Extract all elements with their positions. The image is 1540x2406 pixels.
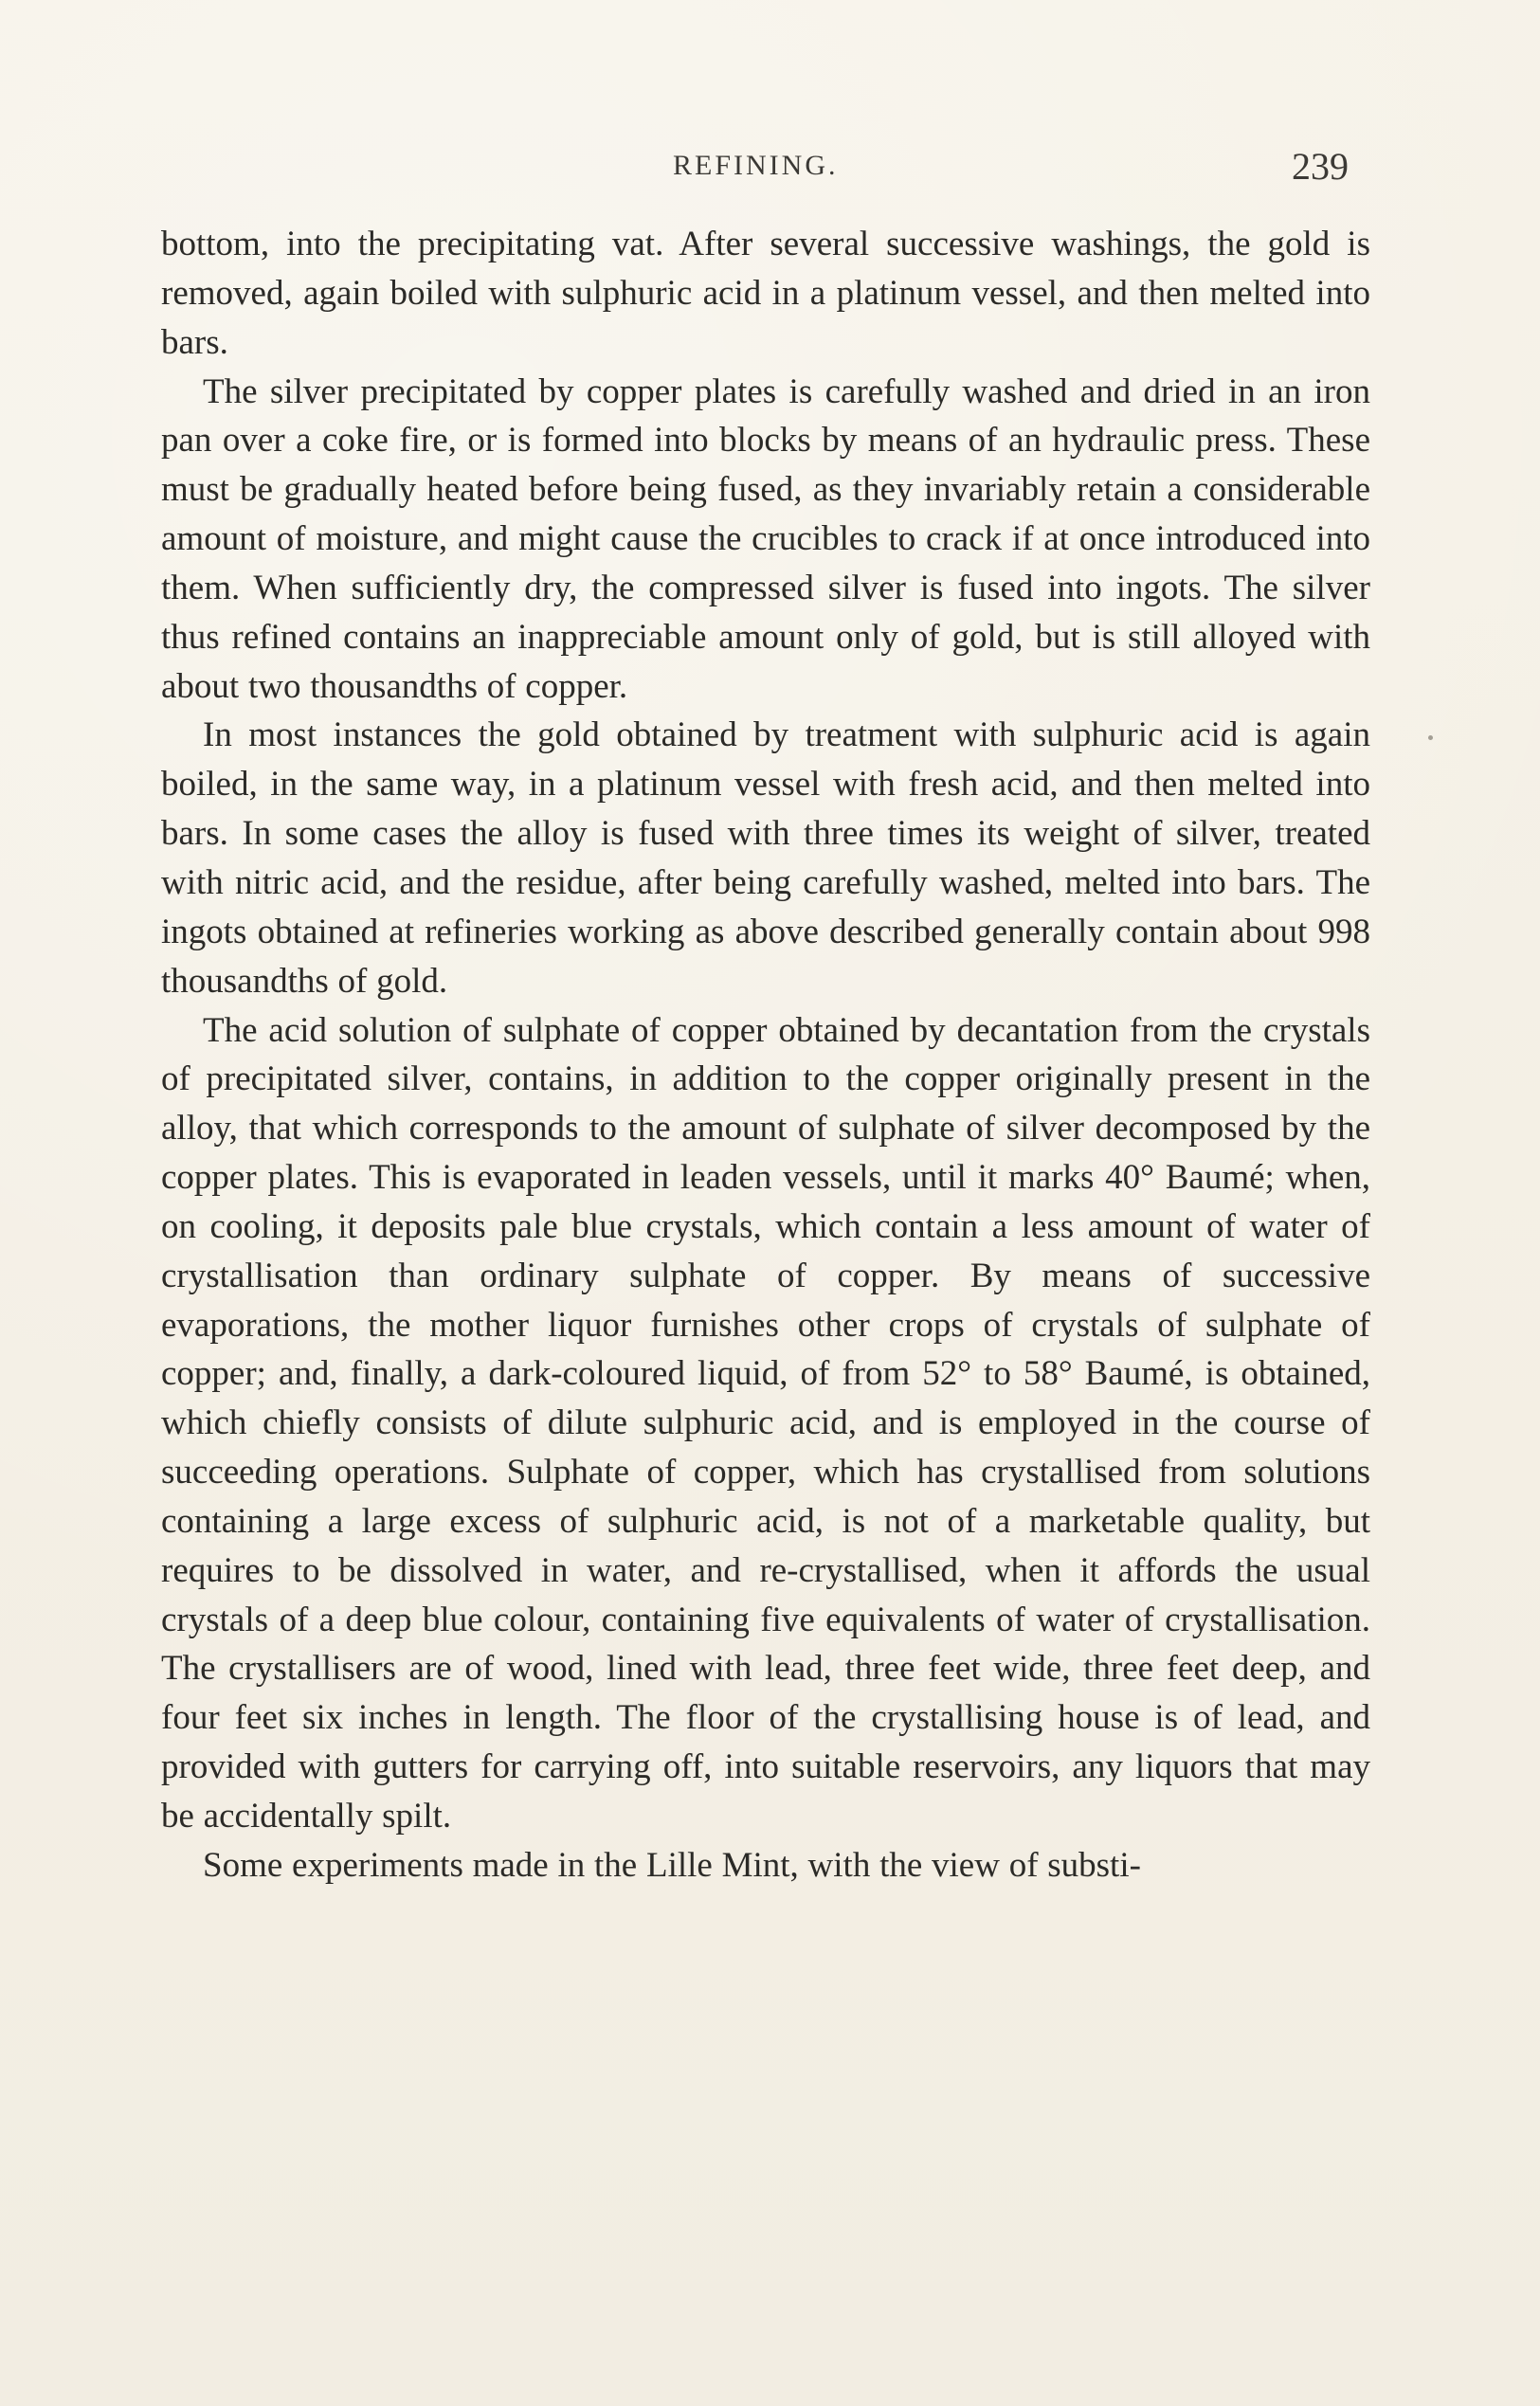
running-head (0, 145, 1540, 188)
page-number: 239 (1292, 145, 1349, 188)
paragraph-2: The silver precipitated by copper plates is carefully washed and dried in an iron pan over a coke fire, or is formed into blocks by means of an hydraulic press. These must be gradually heated before being fused, as they invariably retain a considerable amount of moisture, and might cause the crucibles to crack if at once introduced into them. When sufficiently dry, the compressed silver is fused into ingots. The silver thus refined contains an inappreciable amount only of gold, but is still alloyed with about two thousandths of copper. (161, 371, 1370, 706)
paragraph-3: In most instances the gold obtained by treatment with sulphuric acid is again boiled, in the same way, in a platinum vessel with fresh acid, and then melted into bars. In some cases the alloy is fused with three times its weight of silver, treated with nitric acid, and the residue, after being carefully washed, melted into bars. The ingots obtained at refineries working as above described generally contain about 998 thousandths of gold. (161, 715, 1370, 1001)
body-text (161, 220, 1370, 1890)
paragraph-4: The acid solution of sulphate of copper obtained by decantation from the crystals of precipitated silver, contains, in addition to the copper originally present in the alloy, that which corresponds to the amount of sulphate of silver decomposed by the copper plates. This is evaporated in leaden vessels, until it marks 40° Baumé; when, on cooling, it deposits pale blue crystals, which contain a less amount of water of crystallisation than ordinary sulphate of copper. By means of successive evaporations, the mother liquor furnishes other crops of crystals of sulphate of copper; and, finally, a dark-coloured liquid, of from 52° to 58° Baumé, is obtained, which chiefly consists of dilute sulphuric acid, and is employed in the course of succeeding operations. Sulphate of copper, which has crystallised from solutions containing a large excess of sulphuric acid, is not of a marketable quality, but requires to be dissolved in water, and re-crystallised, when it affords the usual crystals of a deep blue colour, containing five equivalents of water of crystallisation. The crystallisers are of wood, lined with lead, three feet wide, three feet deep, and four feet six inches in length. The floor of the crystallising house is of lead, and provided with gutters for carrying off, into suitable reservoirs, any liquors that may be accidentally spilt. (161, 1010, 1370, 1836)
paragraph-1: bottom, into the precipitating vat. After several successive washings, the gold is removed, again boiled with sulphuric acid in a platinum vessel, and then melted into bars. (161, 225, 1370, 362)
margin-speck (1428, 735, 1433, 740)
running-title: REFINING. (673, 150, 839, 181)
paragraph-5: Some experiments made in the Lille Mint, with the view of substi- (203, 1845, 1141, 1885)
